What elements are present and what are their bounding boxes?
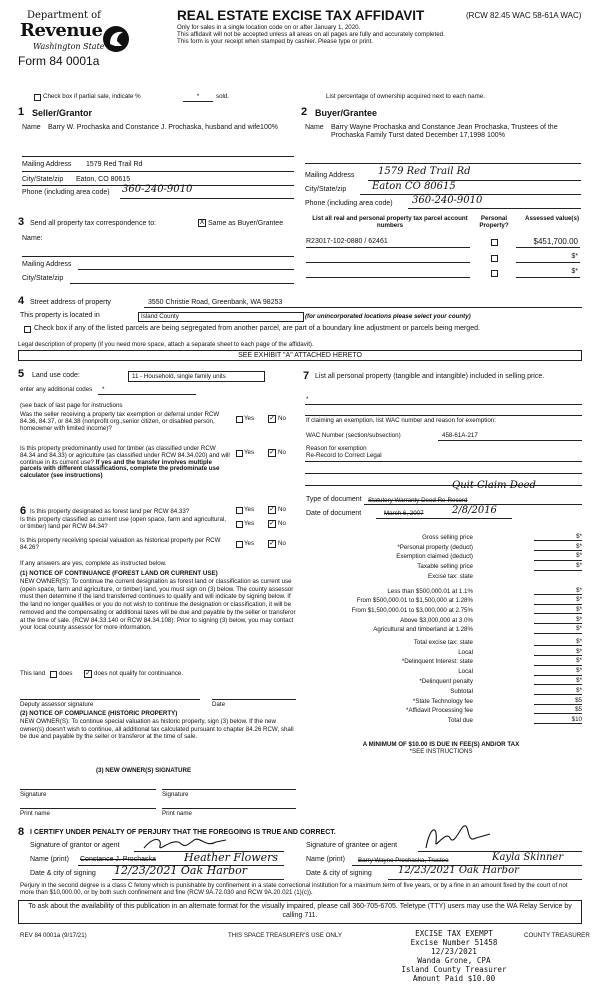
q6-3-no-label: No	[278, 540, 286, 547]
stamp-line-4: Wanda Grone, CPA	[417, 955, 491, 965]
document-type-label: Type of document	[306, 496, 362, 503]
section-5-number: 5	[18, 368, 25, 380]
section-6-number: 6	[20, 505, 27, 517]
notice-continuance-body: NEW OWNER(S): To continue the current designation as forest land or classification as current use (open space, farm and agriculture, or timber) land, you must sign on (3) below. The county assessor must then determine if the land transferred continues to qualify and will indicate by signing below. If the land no longer qualifies or you do not wish to continue the designation or classification, it will be removed and the compensating or additional taxes will be due and payable by the seller or transferor at the time of sale. (RCW 84.33.140 or RCW 84.34.108). Prior to signing (3) below, you may contact your local county assessor for more information.	[20, 578, 296, 632]
grantee-date-city-label: Date & city of signing	[306, 870, 372, 877]
minimum-fee-note: A MINIMUM OF $10.00 IS DUE IN FEE(S) AND/OR TAX	[362, 741, 520, 748]
grantee-name-struck: Barry Wayne Prochaska, Trustee	[358, 857, 449, 864]
if-yes-note: If any answers are yes, complete as instructed below.	[20, 560, 167, 567]
grantee-signature[interactable]	[420, 820, 500, 854]
land-does-label: does	[59, 670, 73, 677]
seller-phone-value[interactable]: 360-240-9010	[122, 184, 193, 195]
stamp-line-3: 12/23/2021	[431, 946, 477, 956]
q6-1-no-label: No	[278, 506, 286, 513]
forest-question: Is this property designated as forest land per RCW 84.33?	[30, 508, 190, 515]
fee-row: *Affidavit Processing fee $5	[406, 706, 582, 714]
fee-row: Subtotal $*	[450, 687, 582, 695]
county-select[interactable]: Island County	[138, 312, 304, 322]
stamp-line-5: Island County Treasurer	[401, 964, 507, 974]
q6-1-yes-checkbox[interactable]	[236, 507, 243, 514]
grantor-name-value[interactable]: Heather Flowers	[184, 851, 279, 864]
fee-row: Exemption claimed (deduct) $*	[396, 552, 582, 561]
parcel-row-1-value[interactable]: $451,700.00	[533, 237, 578, 246]
exemption-question: Was the seller receiving a property tax exemption or deferral under RCW 84.36, 84.37, or 84.38 (nonprofit org.,senior citizen, or disabled person, homeowner with limited income)?	[20, 411, 220, 432]
buyer-phone-label: Phone (including area code)	[305, 200, 393, 207]
section-2-number: 2	[301, 106, 308, 118]
dept-line1: Department of	[27, 10, 101, 21]
assessed-value-header: Assessed value(s)	[525, 215, 579, 222]
q6-1-no-checkbox[interactable]: ✓	[269, 506, 275, 513]
q6-1-yes-label: Yes	[244, 506, 255, 513]
partial-sale-checkbox[interactable]	[34, 94, 41, 101]
fee-row: Total excise tax: state $*	[413, 638, 582, 646]
q6-3-yes-label: Yes	[244, 540, 255, 547]
treasurer-stamp	[384, 930, 524, 983]
grantor-name-struck: Constance J. Prochaska	[80, 856, 156, 863]
deputy-date-label: Date	[212, 701, 226, 708]
form-title: REAL ESTATE EXCISE TAX AFFIDAVIT	[177, 8, 425, 23]
q2-yes-label: Yes	[244, 449, 255, 456]
buyer-heading: Buyer/Grantee	[315, 108, 378, 118]
see-instructions-note: *SEE INSTRUCTIONS	[409, 748, 473, 755]
grantor-date-city-label: Date & city of signing	[30, 870, 96, 877]
legal-description-label: Legal description of property (if you need more space, attach a separate sheet to each page of the affidavit).	[18, 341, 314, 348]
personal-property-value[interactable]: *	[306, 396, 309, 403]
form-number: Form 84 0001a	[18, 54, 100, 68]
fee-row: From $500,000.01 to $1,500,000 at 1.28% $*	[356, 596, 582, 605]
property-address-label: Street address of property	[30, 299, 111, 306]
fee-table-totals	[290, 688, 582, 730]
segregated-checkbox[interactable]	[24, 326, 31, 333]
buyer-phone-value[interactable]: 360-240-9010	[412, 195, 483, 206]
perjury-notice: Perjury in the second degree is a class C felony which is punishable by confinement in a state correctional institution for a maximum term of five years, or by a fine in an amount fixed by the court of not more than $10,000.00, or by both such confinement and fine (RCW 9A.72.030 and RCW 9A.20.021 (1)(c)).	[20, 882, 568, 897]
grantor-name-label: Name (print)	[30, 856, 69, 863]
parcel-row-1-number[interactable]: R23017-102-0880 / 62461	[306, 238, 388, 245]
this-land-label: This land	[20, 670, 46, 677]
parcel-row-1-personal-checkbox[interactable]	[491, 239, 498, 246]
correspondence-city-label: City/State/zip	[22, 275, 64, 282]
new-owner-signature-title: (3) NEW OWNER(S) SIGNATURE	[96, 767, 192, 774]
form-rcw: (RCW 82.45 WAC 58-61A WAC)	[466, 11, 582, 20]
notice-compliance-title: (2) NOTICE OF COMPLIANCE (HISTORIC PROPERTY)	[20, 710, 178, 717]
property-located-label: This property is located in	[20, 312, 100, 319]
revision-label: REV 84 0001a (9/17/21)	[20, 932, 87, 939]
document-date-label: Date of document	[306, 510, 362, 517]
header-note-3: This form is your receipt when stamped by cashier. Please type or print.	[177, 38, 374, 45]
fee-row: *Delinquent Interest: state $*	[401, 657, 582, 666]
grantee-name-label: Name (print)	[306, 856, 345, 863]
grantee-date-city-value[interactable]: 12/23/2021 Oak Harbor	[398, 865, 519, 876]
grantee-signature-label: Signature of grantee or agent	[306, 842, 398, 849]
exemption-reason-label: Reason for exemption	[306, 445, 367, 452]
seller-mailing-label: Mailing Address	[22, 161, 72, 168]
ownership-note: List percentage of ownership acquired next to each name.	[326, 93, 485, 100]
stamp-line-6: Amount Paid $10.00	[412, 973, 496, 983]
dept-line2: Revenue	[20, 20, 103, 41]
q1-yes-label: Yes	[244, 415, 255, 422]
q6-2-yes-checkbox[interactable]	[236, 521, 243, 528]
exemption-list-label: If claiming an exemption, list WAC number and reason for exemption:	[306, 417, 496, 424]
land-does-not-label: does not qualify for continuance.	[94, 670, 184, 677]
document-type-struck: Statutory Warranty Deed Re-Record	[368, 497, 468, 504]
buyer-city-label: City/State/zip	[305, 186, 347, 193]
q6-2-yes-label: Yes	[244, 520, 255, 527]
fee-row: *Delinquent penalty $*	[419, 676, 582, 685]
grantor-date-city-value[interactable]: 12/23/2021 Oak Harbor	[114, 864, 247, 877]
fee-table	[290, 534, 582, 684]
document-date-value[interactable]: 2/8/2016	[452, 505, 497, 516]
correspondence-label: Send all property tax correspondence to:	[30, 220, 157, 227]
partial-sale-suffix: sold.	[216, 93, 230, 100]
additional-codes-label: enter any additional codes	[20, 386, 93, 393]
q2-no-checkbox[interactable]: ✓	[269, 449, 275, 456]
fee-row: Excise tax: state	[427, 572, 473, 580]
correspondence-mailing-label: Mailing Address	[22, 261, 72, 268]
section-4-number: 4	[18, 295, 25, 307]
land-does-not-checkbox[interactable]: ✓	[85, 670, 91, 677]
seller-city-value[interactable]: Eaton, CO 80615	[76, 176, 131, 183]
seller-phone-label: Phone (including area code)	[22, 189, 110, 196]
section-7-number: 7	[303, 370, 310, 382]
q2-no-label: No	[278, 449, 286, 456]
correspondence-name-label: Name:	[22, 235, 43, 242]
document-date-struck: March 6, 2007	[384, 510, 424, 517]
q6-3-yes-checkbox[interactable]	[236, 541, 243, 548]
same-as-buyer-label: Same as Buyer/Grantee	[208, 220, 284, 227]
seller-name-label: Name	[22, 124, 41, 131]
personal-property-label: List all personal property (tangible and intangible) included in selling price.	[315, 373, 545, 380]
washington-revenue-logo-icon	[101, 24, 131, 54]
fee-row: Agricultural and timberland at 1.28% $*	[373, 625, 582, 634]
buyer-city-value[interactable]: Eaton CO 80615	[372, 181, 456, 192]
seller-name-value[interactable]: Barry W. Prochaska and Constance J. Prochaska, husband and wife100%	[48, 124, 278, 131]
buyer-mailing-label: Mailing Address	[305, 172, 355, 179]
segregated-label: Check box if any of the listed parcels are being segregated from another parcel, are part of a boundary line adjustment or parcels being merged.	[34, 325, 480, 332]
notice-continuance-title: (1) NOTICE OF CONTINUANCE (FOREST LAND OR CURRENT USE)	[20, 570, 218, 577]
header-note-2: This affidavit will not be accepted unless all areas on all pages are fully and accurately completed.	[177, 31, 445, 38]
land-use-label: Land use code:	[32, 372, 80, 379]
stamp-line-1: EXCISE TAX EXEMPT	[415, 929, 493, 938]
document-type-value[interactable]: Quit Claim Deed	[452, 480, 536, 491]
grantee-name-value[interactable]: Kayla Skinner	[492, 852, 564, 863]
fee-row: *Personal property (deduct) $*	[397, 542, 582, 551]
q1-no-label: No	[278, 415, 286, 422]
parcel-row-3-value[interactable]: $*	[571, 268, 578, 275]
exemption-reason-value[interactable]: Re-Record to Correct Legal	[306, 452, 382, 459]
grantor-signature-label: Signature of grantor or agent	[30, 842, 120, 849]
q1-yes-checkbox[interactable]	[236, 416, 243, 423]
fee-row: Local $*	[458, 647, 582, 656]
q6-2-no-checkbox[interactable]: ✓	[269, 520, 275, 527]
parcel-row-2-personal-checkbox[interactable]	[491, 255, 498, 262]
fee-row: Total due $10	[447, 715, 582, 724]
partial-sale-label: Check box if partial sale, indicate %	[43, 93, 141, 100]
certify-title: I CERTIFY UNDER PENALTY OF PERJURY THAT THE FOREGOING IS TRUE AND CORRECT.	[30, 829, 336, 836]
treasurer-use-label: THIS SPACE TREASURER'S USE ONLY	[228, 932, 342, 939]
fee-row: Local $*	[458, 667, 582, 676]
historic-question: Is this property receiving special valuation as historical property per RCW 84.26?	[20, 537, 221, 551]
q6-3-no-checkbox[interactable]: ✓	[269, 540, 275, 547]
partial-sale-percent[interactable]: *	[196, 93, 200, 100]
owner-print-name-1-label: Print name	[20, 810, 50, 817]
buyer-name-label: Name	[305, 124, 324, 131]
buyer-name-value[interactable]: Barry Wayne Prochaska and Constance Jean Prochaska, Trustees of the Prochaska Family Turst dated December 17,1998 100%	[331, 124, 558, 140]
owner-signature-1-label: Signature	[20, 791, 47, 798]
see-back-note: (see back of last page for instructions	[20, 402, 123, 409]
timber-question: Is this property predominantly used for timber (as classified under RCW 84.34 and 84.33) or agriculture (as classified under RCW 84.34.020) and will continue in its current use? If yes and the transfer involves multiple parcels with different classifications, complete the predominate use calculator (see instructions)	[20, 445, 230, 480]
fee-row: Above $3,000,000 at 3.0% $*	[400, 615, 582, 624]
seller-city-label: City/State/zip	[22, 176, 64, 183]
fee-row: *State Technology fee $5	[412, 696, 582, 705]
section-3-number: 3	[18, 216, 25, 228]
section-1-number: 1	[18, 106, 25, 118]
stamp-line-2: Excise Number 51458	[410, 937, 498, 947]
header-note-1: Only for sales in a single location code on or after January 1, 2020.	[177, 24, 361, 31]
land-does-checkbox[interactable]	[50, 671, 57, 678]
fee-row: From $1,500,000.01 to $3,000,000 at 2.75% $*	[351, 605, 582, 614]
wac-number-label: WAC Number (section/subsection)	[306, 432, 401, 439]
wac-number-value[interactable]: 458-61A-217	[442, 432, 478, 439]
current-use-question: Is this property classified as current use (open space, farm and agricultural, or timber) land per RCW 84.34?	[20, 516, 227, 530]
property-address-value[interactable]: 3550 Christie Road, Greenbank, WA 98253	[148, 299, 283, 306]
section-8-number: 8	[18, 826, 25, 838]
parcel-row-3-personal-checkbox[interactable]	[491, 270, 498, 277]
land-use-select[interactable]: 11 - Household, single family units	[128, 371, 265, 382]
parcel-header: List all real and personal property tax parcel account numbers	[312, 215, 468, 230]
county-treasurer-label: COUNTY TREASURER	[524, 932, 590, 939]
accessibility-notice: To ask about the availability of this publication in an alternate format for the visually impaired, please call 360-705-6705. Teletype (TTY) users may use the WA Relay Service by calling 711.	[18, 900, 582, 924]
parcel-row-2-value[interactable]: $*	[571, 253, 578, 260]
owner-print-name-2-label: Print name	[162, 810, 192, 817]
same-as-buyer-checkbox[interactable]: X	[199, 219, 205, 226]
personal-property-header: Personal Property?	[479, 215, 509, 230]
deputy-signature-label: Deputy assessor signature	[20, 701, 94, 708]
buyer-mailing-value[interactable]: 1579 Red Trail Rd	[378, 166, 471, 177]
seller-mailing-value[interactable]: 1579 Red Trail Rd	[86, 161, 143, 168]
additional-codes-value[interactable]: *	[102, 386, 105, 393]
q6-2-no-label: No	[278, 520, 286, 527]
owner-signature-2-label: Signature	[162, 791, 189, 798]
seller-heading: Seller/Grantor	[32, 108, 93, 118]
dept-line3: Washington State	[33, 42, 105, 51]
county-note: (for unincorporated locations please select your county)	[305, 313, 471, 320]
notice-compliance-body: NEW OWNER(S): To continue special valuation as historic property, sign (3) below. If the new owner(s) doesn't wish to continue, all additional tax calculated pursuant to chapter 84.26 RCW, shall be due and payable by the seller or transferor at the time of sale.	[20, 718, 294, 741]
q2-yes-checkbox[interactable]	[236, 450, 243, 457]
fee-row: Less than $500,000.01 at 1.1% $*	[387, 586, 582, 595]
q1-no-checkbox[interactable]: ✓	[269, 415, 275, 422]
fee-row: Gross selling price $*	[422, 533, 582, 541]
fee-row: Taxable selling price $*	[417, 562, 582, 571]
legal-description-value[interactable]: SEE EXHIBIT "A" ATTACHED HERETO	[18, 350, 582, 361]
